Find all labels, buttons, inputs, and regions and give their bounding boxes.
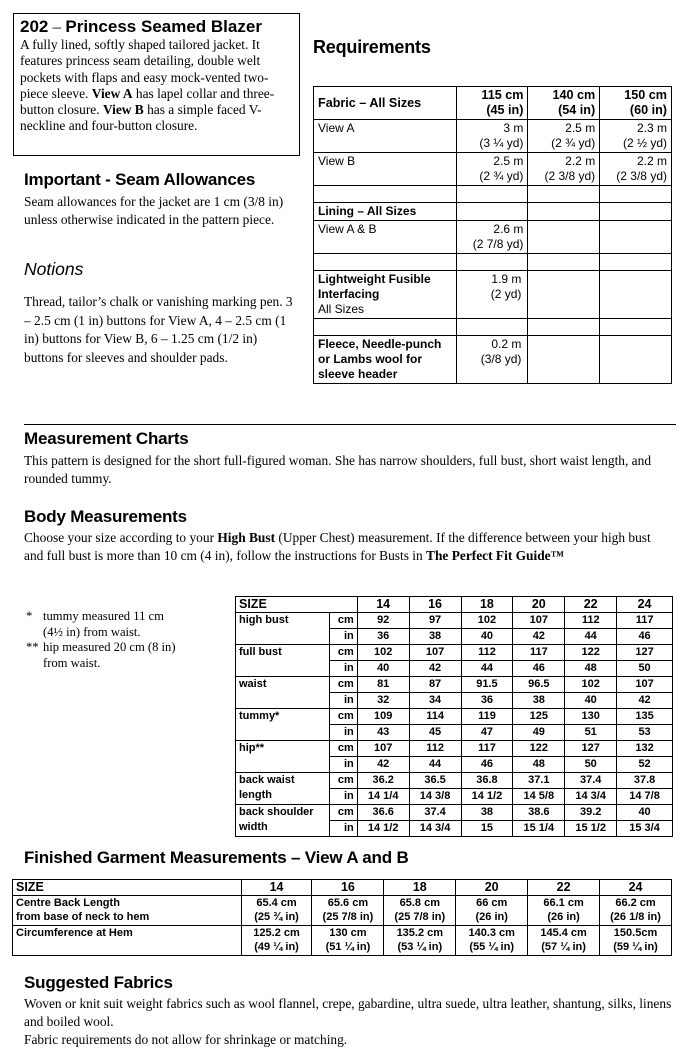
req-value: 2.3 m (636, 121, 667, 135)
garment-in-value: (25 7/8 in) (394, 911, 446, 923)
cm-value: 40 (617, 805, 673, 821)
req-value: 2.6 m (493, 222, 524, 236)
unit-cm: cm (329, 741, 357, 757)
req-value: (2 ¾ yd) (551, 136, 596, 150)
garment-value (312, 925, 384, 955)
spacer-row (314, 254, 672, 271)
interfacing-label-1: Lightweight Fusible (318, 272, 431, 286)
cm-value: 130 (565, 709, 617, 725)
in-value: 48 (513, 757, 565, 773)
cm-value: 122 (565, 645, 617, 661)
measure-label (236, 805, 330, 837)
garment-in-value: (25 ¾ in) (254, 911, 299, 923)
table-row (13, 925, 672, 955)
seam-allowances-heading: Important - Seam Allowances (24, 170, 256, 189)
unit-in: in (329, 757, 357, 773)
garment-value (456, 895, 528, 925)
in-value: 49 (513, 725, 565, 741)
cm-value: 39.2 (565, 805, 617, 821)
unit-cm: cm (329, 709, 357, 725)
section-divider (24, 424, 676, 425)
garment-in-value: (51 ¼ in) (325, 941, 371, 953)
garment-cm-value: 66.1 cm (543, 896, 584, 909)
view-a-row (314, 120, 672, 153)
in-value: 15 1/2 (565, 821, 617, 837)
table-row (236, 805, 673, 821)
garment-label-line-1: Circumference at Hem (16, 926, 133, 939)
garment-value (384, 895, 456, 925)
size-14: 14 (241, 880, 312, 896)
measure-label-line-1: full bust (239, 646, 282, 658)
in-value: 14 3/8 (409, 789, 461, 805)
in-value: 36 (357, 629, 409, 645)
width-150-in: (60 in) (629, 103, 667, 117)
garment-value (241, 925, 312, 955)
cm-value: 117 (617, 613, 673, 629)
size-16: 16 (409, 597, 461, 613)
cm-value: 132 (617, 741, 673, 757)
view-b-label: View B (314, 153, 457, 186)
size-22: 22 (528, 880, 600, 896)
cm-value: 38 (461, 805, 513, 821)
in-value: 46 (617, 629, 673, 645)
size-20: 20 (456, 880, 528, 896)
in-value: 51 (565, 725, 617, 741)
garment-label-line-2: from base of neck to hem (16, 911, 150, 923)
table-row (236, 645, 673, 661)
size-16: 16 (312, 880, 384, 896)
unit-in: in (329, 725, 357, 741)
garment-in-value: (55 ¼ in) (469, 941, 514, 953)
in-value: 44 (461, 661, 513, 677)
garment-value (384, 925, 456, 955)
unit-in: in (329, 789, 357, 805)
fleece-label-3: sleeve header (318, 367, 398, 381)
garment-value (312, 895, 384, 925)
in-value: 14 5/8 (513, 789, 565, 805)
in-value: 14 1/2 (461, 789, 513, 805)
size-24: 24 (617, 597, 673, 613)
in-value: 14 3/4 (409, 821, 461, 837)
view-b-row (314, 153, 672, 186)
cm-value: 114 (409, 709, 461, 725)
in-value: 38 (409, 629, 461, 645)
garment-cm-value: 150.5cm (613, 926, 658, 939)
in-value: 53 (617, 725, 673, 741)
in-value: 45 (409, 725, 461, 741)
measure-label (236, 645, 330, 677)
table-row (236, 741, 673, 757)
lining-header-row (314, 203, 672, 221)
table-row (236, 677, 673, 693)
measurement-charts-heading: Measurement Charts (24, 429, 189, 448)
cm-value: 91.5 (461, 677, 513, 693)
garment-value (241, 895, 312, 925)
requirements-table (313, 86, 672, 384)
fleece-label-2: or Lambs wool for (318, 352, 423, 366)
seam-allowances-text: Seam allowances for the jacket are 1 cm (3/8 in) unless otherwise indicated in the pattern piece. (24, 194, 284, 227)
cm-value: 38.6 (513, 805, 565, 821)
size-22: 22 (565, 597, 617, 613)
in-value: 32 (357, 693, 409, 709)
measurement-charts-text: This pattern is designed for the short full-figured woman. She has narrow shoulders, full bust, short waist length, and rounded tummy. (24, 453, 652, 486)
cm-value: 37.8 (617, 773, 673, 789)
finished-garment-heading: Finished Garment Measurements – View A and B (24, 848, 409, 867)
measure-label-line-2: length (239, 789, 272, 801)
garment-cm-value: 66 cm (476, 896, 508, 909)
in-value: 15 3/4 (617, 821, 673, 837)
req-value: 2.5 m (493, 154, 524, 168)
cm-value: 112 (565, 613, 617, 629)
cm-value: 117 (513, 645, 565, 661)
cm-value: 107 (357, 741, 409, 757)
in-value: 42 (409, 661, 461, 677)
garment-cm-value: 65.8 cm (399, 896, 440, 909)
garment-cm-value: 145.4 cm (540, 926, 587, 939)
fleece-row (314, 336, 672, 384)
cm-value: 36.5 (409, 773, 461, 789)
cm-value: 87 (409, 677, 461, 693)
width-140: 140 cm (552, 88, 596, 102)
measure-label (236, 741, 330, 773)
view-a-label: View A (314, 120, 457, 153)
measure-label (236, 677, 330, 709)
requirements-header-row (314, 87, 672, 120)
req-value: (2 ½ yd) (622, 136, 667, 150)
garment-cm-value: 125.2 cm (253, 926, 300, 939)
garment-cm-value: 135.2 cm (396, 926, 444, 939)
size-24: 24 (600, 880, 672, 896)
in-value: 14 1/2 (357, 821, 409, 837)
garment-in-value: (53 ¼ in) (397, 941, 443, 953)
unit-in: in (329, 693, 357, 709)
in-value: 44 (565, 629, 617, 645)
unit-cm: cm (329, 613, 357, 629)
in-value: 52 (617, 757, 673, 773)
garment-value (600, 895, 672, 925)
req-value: 2.2 m (565, 154, 596, 168)
measure-label (236, 613, 330, 645)
in-value: 40 (357, 661, 409, 677)
cm-value: 119 (461, 709, 513, 725)
fabric-all-sizes-label: Fabric – All Sizes (314, 87, 457, 120)
cm-value: 36.6 (357, 805, 409, 821)
cm-value: 92 (357, 613, 409, 629)
finished-header-row (13, 880, 672, 896)
cm-value: 102 (565, 677, 617, 693)
spacer-row (314, 186, 672, 203)
cm-value: 127 (565, 741, 617, 757)
body-measurements-table (235, 596, 673, 837)
in-value: 47 (461, 725, 513, 741)
suggested-fabrics-text: Woven or knit suit weight fabrics such as wool flannel, crepe, gabardine, ultra suede, ultra leather, shantung, silks, linens and boiled wool. (24, 996, 672, 1029)
in-value: 38 (513, 693, 565, 709)
in-value: 50 (617, 661, 673, 677)
garment-in-value: (26 in) (475, 911, 508, 923)
cm-value: 96.5 (513, 677, 565, 693)
cm-value: 125 (513, 709, 565, 725)
size-20: 20 (513, 597, 565, 613)
table-row (236, 773, 673, 789)
measure-label-line-1: hip** (239, 742, 265, 754)
cm-value: 97 (409, 613, 461, 629)
cm-value: 127 (617, 645, 673, 661)
table-row (13, 895, 672, 925)
measure-label-line-1: high bust (239, 614, 289, 626)
garment-in-value: (26 in) (547, 911, 580, 923)
req-value: (2 ¾ yd) (479, 169, 524, 183)
measure-label-line-1: back waist (239, 774, 295, 786)
garment-cm-value: 65.6 cm (327, 896, 369, 909)
cm-value: 107 (513, 613, 565, 629)
notions-text: Thread, tailor’s chalk or vanishing marking pen. 3 – 2.5 cm (1 in) buttons for View A, 4 – 2.5 cm (1 in) buttons for View B, 6 – 1.25 cm (1/2 in) buttons for sleeves and shoulder pads. (24, 294, 293, 365)
measure-label-line-1: back shoulder (239, 806, 314, 818)
garment-in-value: (26 1/8 in) (610, 911, 661, 923)
req-value: (2 3/8 yd) (544, 169, 596, 183)
size-14: 14 (357, 597, 409, 613)
req-value: (2 7/8 yd) (472, 237, 524, 251)
width-115: 115 cm (481, 88, 524, 102)
garment-cm-value: 130 cm (329, 926, 367, 939)
garment-in-value: (59 ¼ in) (613, 941, 658, 953)
in-value: 14 7/8 (617, 789, 673, 805)
garment-in-value: (49 ¼ in) (254, 941, 299, 953)
lining-row (314, 221, 672, 254)
req-value: 2.2 m (636, 154, 667, 168)
in-value: 42 (357, 757, 409, 773)
spacer-row (314, 319, 672, 336)
cm-value: 37.1 (513, 773, 565, 789)
garment-value (528, 895, 600, 925)
in-value: 40 (565, 693, 617, 709)
unit-cm: cm (329, 773, 357, 789)
fleece-label-1: Fleece, Needle-punch (318, 337, 442, 351)
cm-value: 37.4 (565, 773, 617, 789)
in-value: 15 (461, 821, 513, 837)
garment-label-line-1: Centre Back Length (16, 896, 120, 909)
pattern-description: A fully lined, softly shaped tailored jacket. It features princess seam detailing, double welt pockets with flaps and easy mock-vented two-piece sleeve. View A has lapel collar and three-button closure. View B has a simple faced V-neckline and four-button closure. (20, 37, 275, 134)
garment-cm-value: 140.3 cm (468, 926, 515, 939)
req-value: 1.9 m (491, 272, 522, 286)
cm-value: 112 (409, 741, 461, 757)
in-value: 15 1/4 (513, 821, 565, 837)
garment-measure-label (13, 925, 242, 955)
req-value: 0.2 m (491, 337, 522, 351)
measure-label (236, 709, 330, 741)
table-row (236, 709, 673, 725)
finished-garment-table (12, 879, 672, 956)
fleece-label (314, 336, 457, 384)
pattern-description-box (13, 13, 300, 156)
cm-value: 102 (357, 645, 409, 661)
unit-in: in (329, 821, 357, 837)
in-value: 42 (513, 629, 565, 645)
lining-label: Lining – All Sizes (314, 203, 457, 221)
body-measurements-text: Choose your size according to your High Bust (Upper Chest) measurement. If the difference between your high bust and full bust is more than 10 cm (4 in), follow the instructions for Busts in The Perfect Fit Guide™ (24, 530, 651, 563)
garment-value (456, 925, 528, 955)
unit-in: in (329, 661, 357, 677)
interfacing-row (314, 271, 672, 319)
requirements-heading: Requirements (313, 37, 431, 57)
cm-value: 107 (409, 645, 461, 661)
width-140-in: (54 in) (558, 103, 596, 117)
unit-in: in (329, 629, 357, 645)
garment-value (528, 925, 600, 955)
cm-value: 107 (617, 677, 673, 693)
cm-value: 135 (617, 709, 673, 725)
req-value: 2.5 m (565, 121, 596, 135)
req-value: (3 ¼ yd) (479, 136, 524, 150)
cm-value: 122 (513, 741, 565, 757)
garment-in-value: (57 ¼ in) (541, 941, 586, 953)
width-115-in: (45 in) (486, 103, 524, 117)
cm-value: 37.4 (409, 805, 461, 821)
cm-value: 112 (461, 645, 513, 661)
in-value: 40 (461, 629, 513, 645)
measure-label-line-1: waist (239, 678, 267, 690)
in-value: 42 (617, 693, 673, 709)
interfacing-label-2: Interfacing (318, 287, 380, 301)
garment-cm-value: 65.4 cm (256, 896, 297, 909)
garment-measure-label (13, 895, 242, 925)
body-measurements-heading: Body Measurements (24, 507, 187, 526)
in-value: 48 (565, 661, 617, 677)
notions-heading: Notions (24, 259, 84, 279)
unit-cm: cm (329, 805, 357, 821)
width-150: 150 cm (624, 88, 667, 102)
size-label: SIZE (236, 597, 358, 613)
in-value: 36 (461, 693, 513, 709)
cm-value: 36.2 (357, 773, 409, 789)
tummy-note: * tummy measured 11 cm (4½ in) from waist. ** hip measured 20 cm (8 in) from waist. (26, 609, 176, 670)
unit-cm: cm (329, 677, 357, 693)
unit-cm: cm (329, 645, 357, 661)
in-value: 14 3/4 (565, 789, 617, 805)
suggested-fabrics-heading: Suggested Fabrics (24, 973, 173, 992)
size-18: 18 (461, 597, 513, 613)
measure-label-line-1: tummy* (239, 710, 280, 722)
cm-value: 36.8 (461, 773, 513, 789)
in-value: 50 (565, 757, 617, 773)
in-value: 44 (409, 757, 461, 773)
in-value: 34 (409, 693, 461, 709)
req-value: (3/8 yd) (480, 352, 522, 366)
body-header-row (236, 597, 673, 613)
fabric-requirements-note: Fabric requirements do not allow for shrinkage or matching. (24, 1032, 348, 1047)
interfacing-label-3: All Sizes (318, 302, 365, 316)
interfacing-label (314, 271, 457, 319)
in-value: 46 (461, 757, 513, 773)
view-a-b-label: View A & B (314, 221, 457, 254)
table-row (236, 613, 673, 629)
cm-value: 109 (357, 709, 409, 725)
req-value: 3 m (503, 121, 524, 135)
measure-label (236, 773, 330, 805)
cm-value: 102 (461, 613, 513, 629)
req-value: (2 3/8 yd) (616, 169, 667, 183)
cm-value: 117 (461, 741, 513, 757)
size-18: 18 (384, 880, 456, 896)
cm-value: 81 (357, 677, 409, 693)
in-value: 14 1/4 (357, 789, 409, 805)
measure-label-line-2: width (239, 821, 268, 833)
in-value: 46 (513, 661, 565, 677)
in-value: 43 (357, 725, 409, 741)
garment-value (600, 925, 672, 955)
garment-in-value: (25 7/8 in) (322, 911, 374, 923)
req-value: (2 yd) (490, 287, 522, 301)
pattern-title: 202 – Princess Seamed Blazer (20, 17, 262, 36)
garment-cm-value: 66.2 cm (615, 896, 656, 909)
size-label: SIZE (13, 880, 242, 896)
